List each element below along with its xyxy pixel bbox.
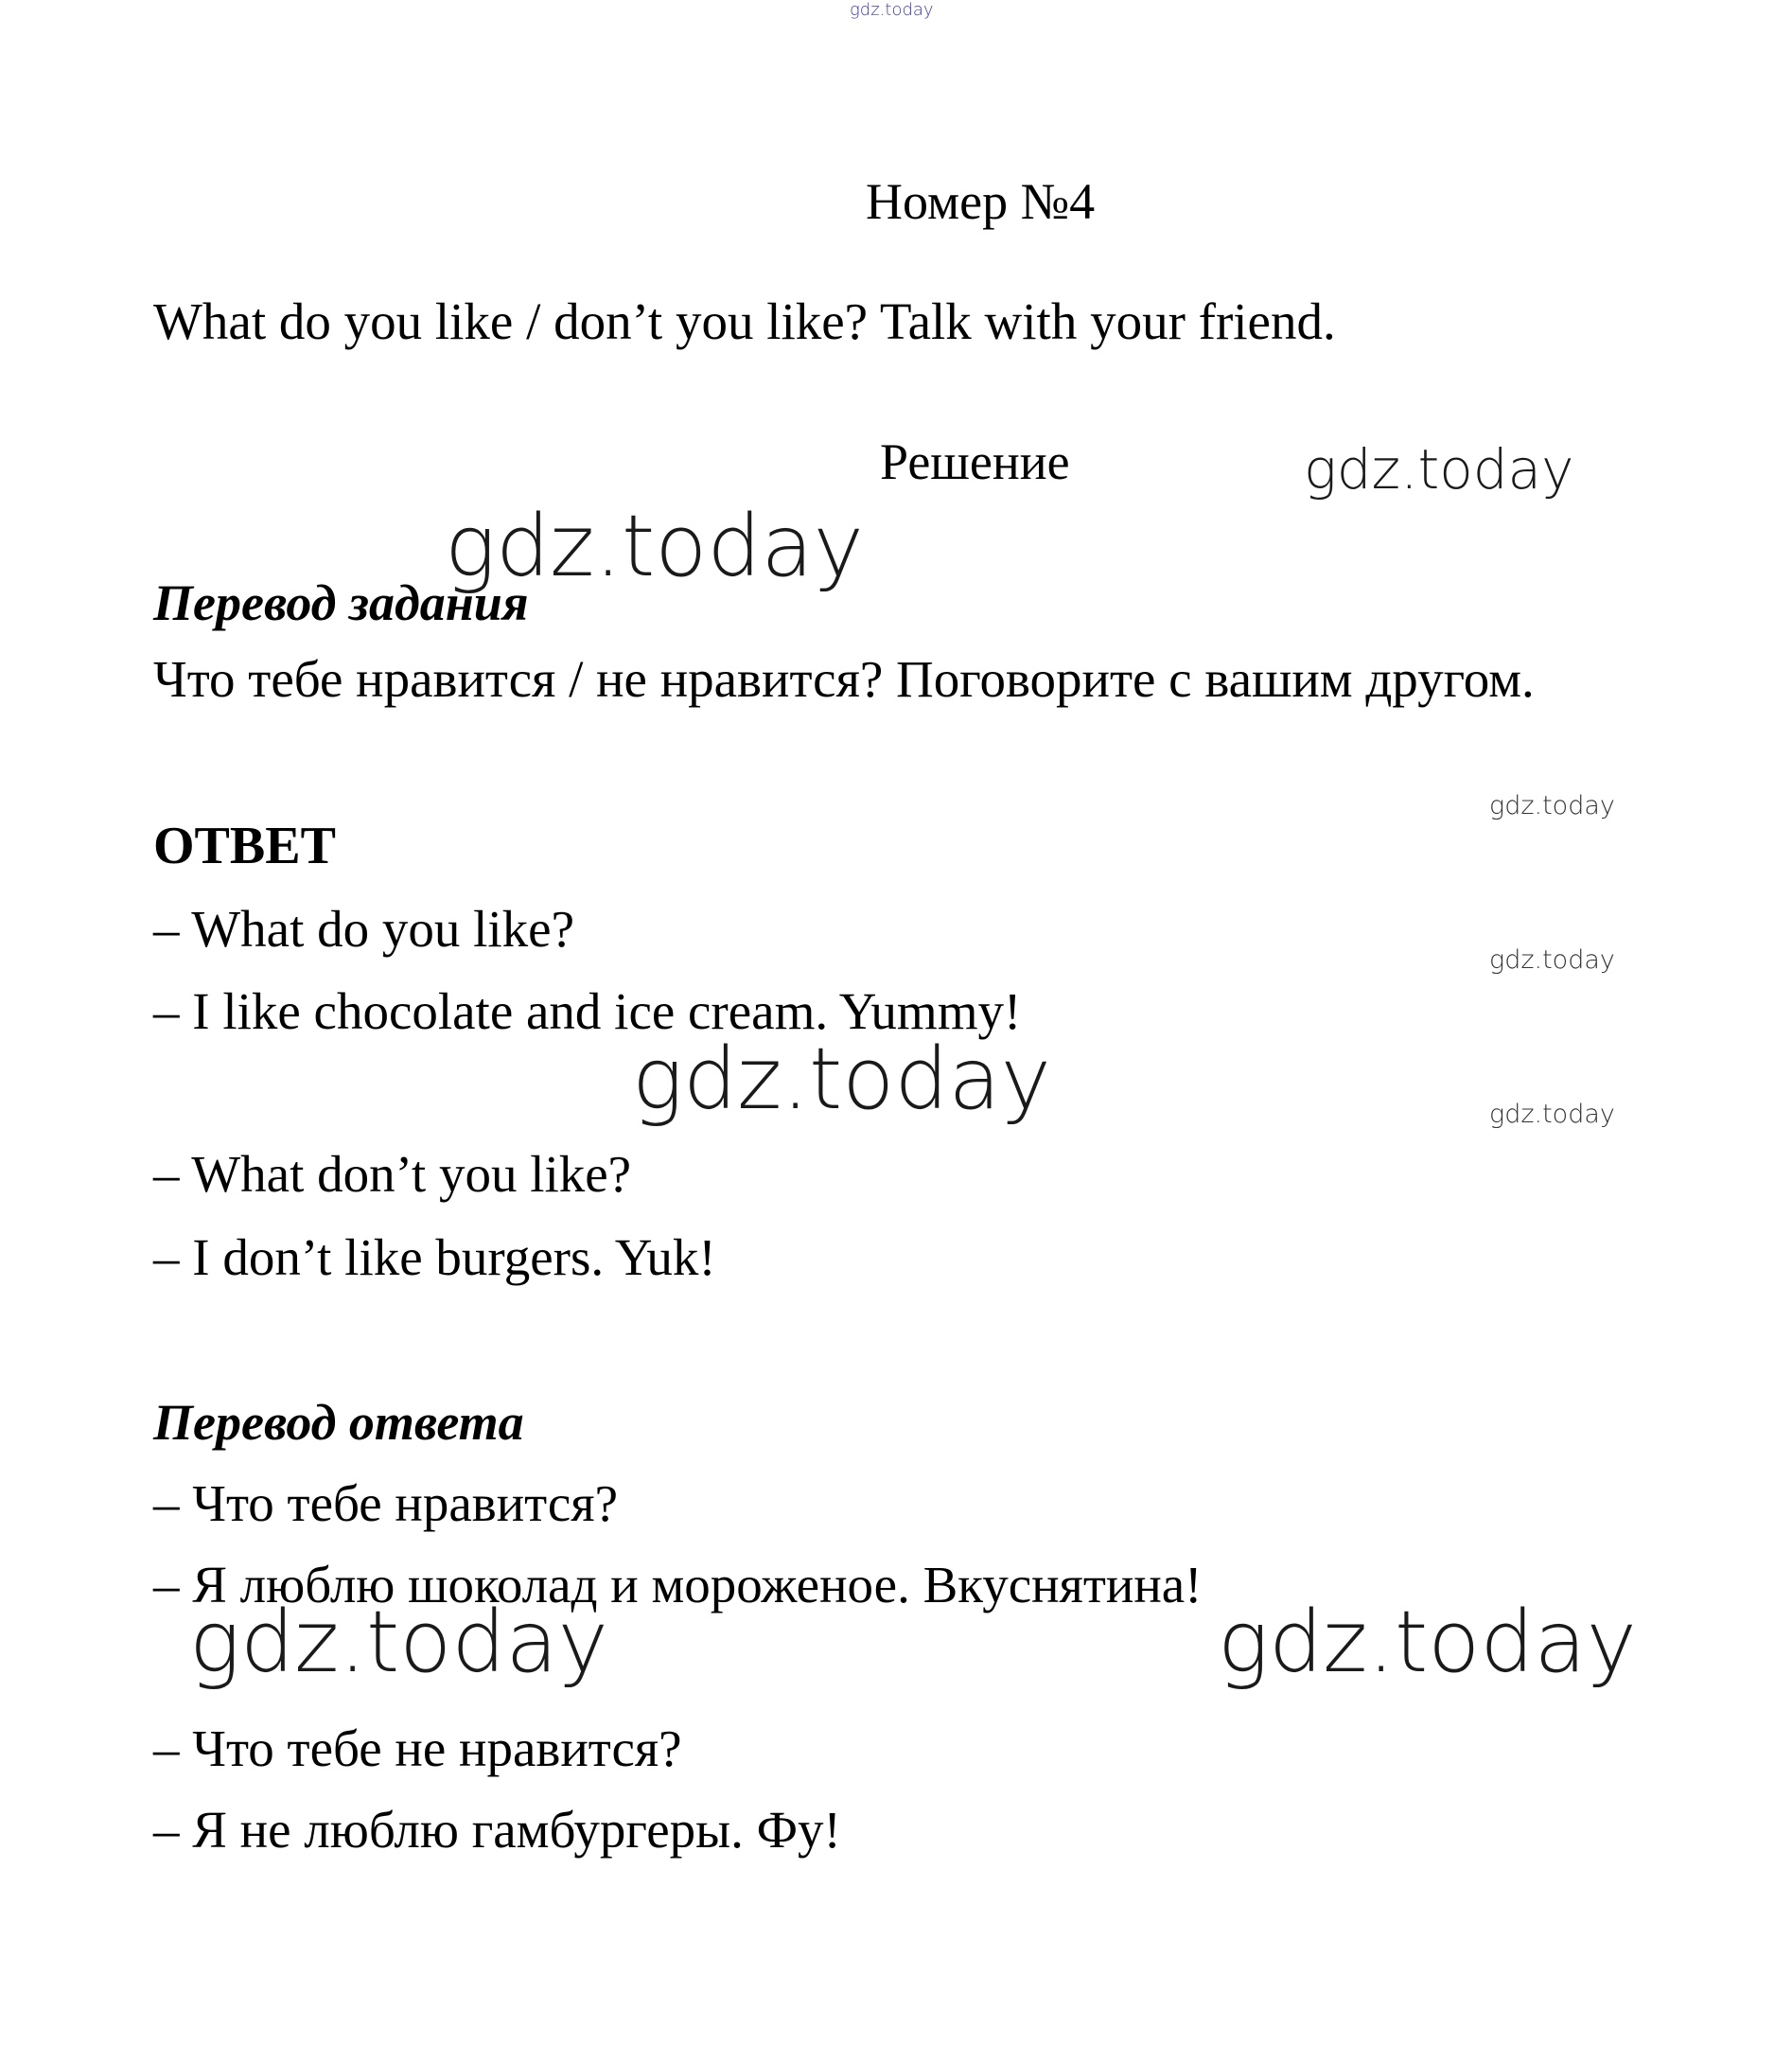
watermark-solution-side: gdz.today <box>1304 437 1574 502</box>
task-text: What do you like / don’t you like? Talk with your friend. <box>153 292 1336 350</box>
answer-translation-line-1: – Что тебе нравится? <box>153 1474 618 1532</box>
watermark-small-2: gdz.today <box>1489 945 1615 975</box>
answer-line-4: – I don’t like burgers. Yuk! <box>153 1228 716 1286</box>
watermark-bottom-right: gdz.today <box>1218 1593 1637 1692</box>
page-title: Номер №4 <box>866 173 1096 230</box>
answer-translation-line-3: – Что тебе не нравится? <box>153 1719 682 1777</box>
answer-line-1: – What do you like? <box>153 900 574 958</box>
answer-translation-heading: Перевод ответа <box>153 1394 524 1451</box>
answer-heading: ОТВЕТ <box>153 817 336 875</box>
watermark-small-1: gdz.today <box>1489 791 1615 820</box>
answer-translation-line-2: – Я люблю шоколад и мороженое. Вкуснятина! <box>153 1556 1203 1613</box>
answer-line-2: – I like chocolate and ice cream. Yummy! <box>153 982 1022 1040</box>
solution-label: Решение <box>880 433 1070 490</box>
watermark-small-3: gdz.today <box>1489 1100 1615 1129</box>
task-translation-text: Что тебе нравится / не нравится? Поговорите с вашим другом. <box>153 650 1535 708</box>
watermark-top: gdz.today <box>850 0 934 20</box>
answer-translation-line-4: – Я не люблю гамбургеры. Фу! <box>153 1801 841 1859</box>
answer-line-3: – What don’t you like? <box>153 1145 632 1203</box>
task-translation-heading: Перевод задания <box>153 574 529 631</box>
watermark-middle: gdz.today <box>632 1030 1051 1129</box>
watermark-upper-left: gdz.today <box>445 497 864 596</box>
watermark-bottom-left: gdz.today <box>189 1593 608 1692</box>
